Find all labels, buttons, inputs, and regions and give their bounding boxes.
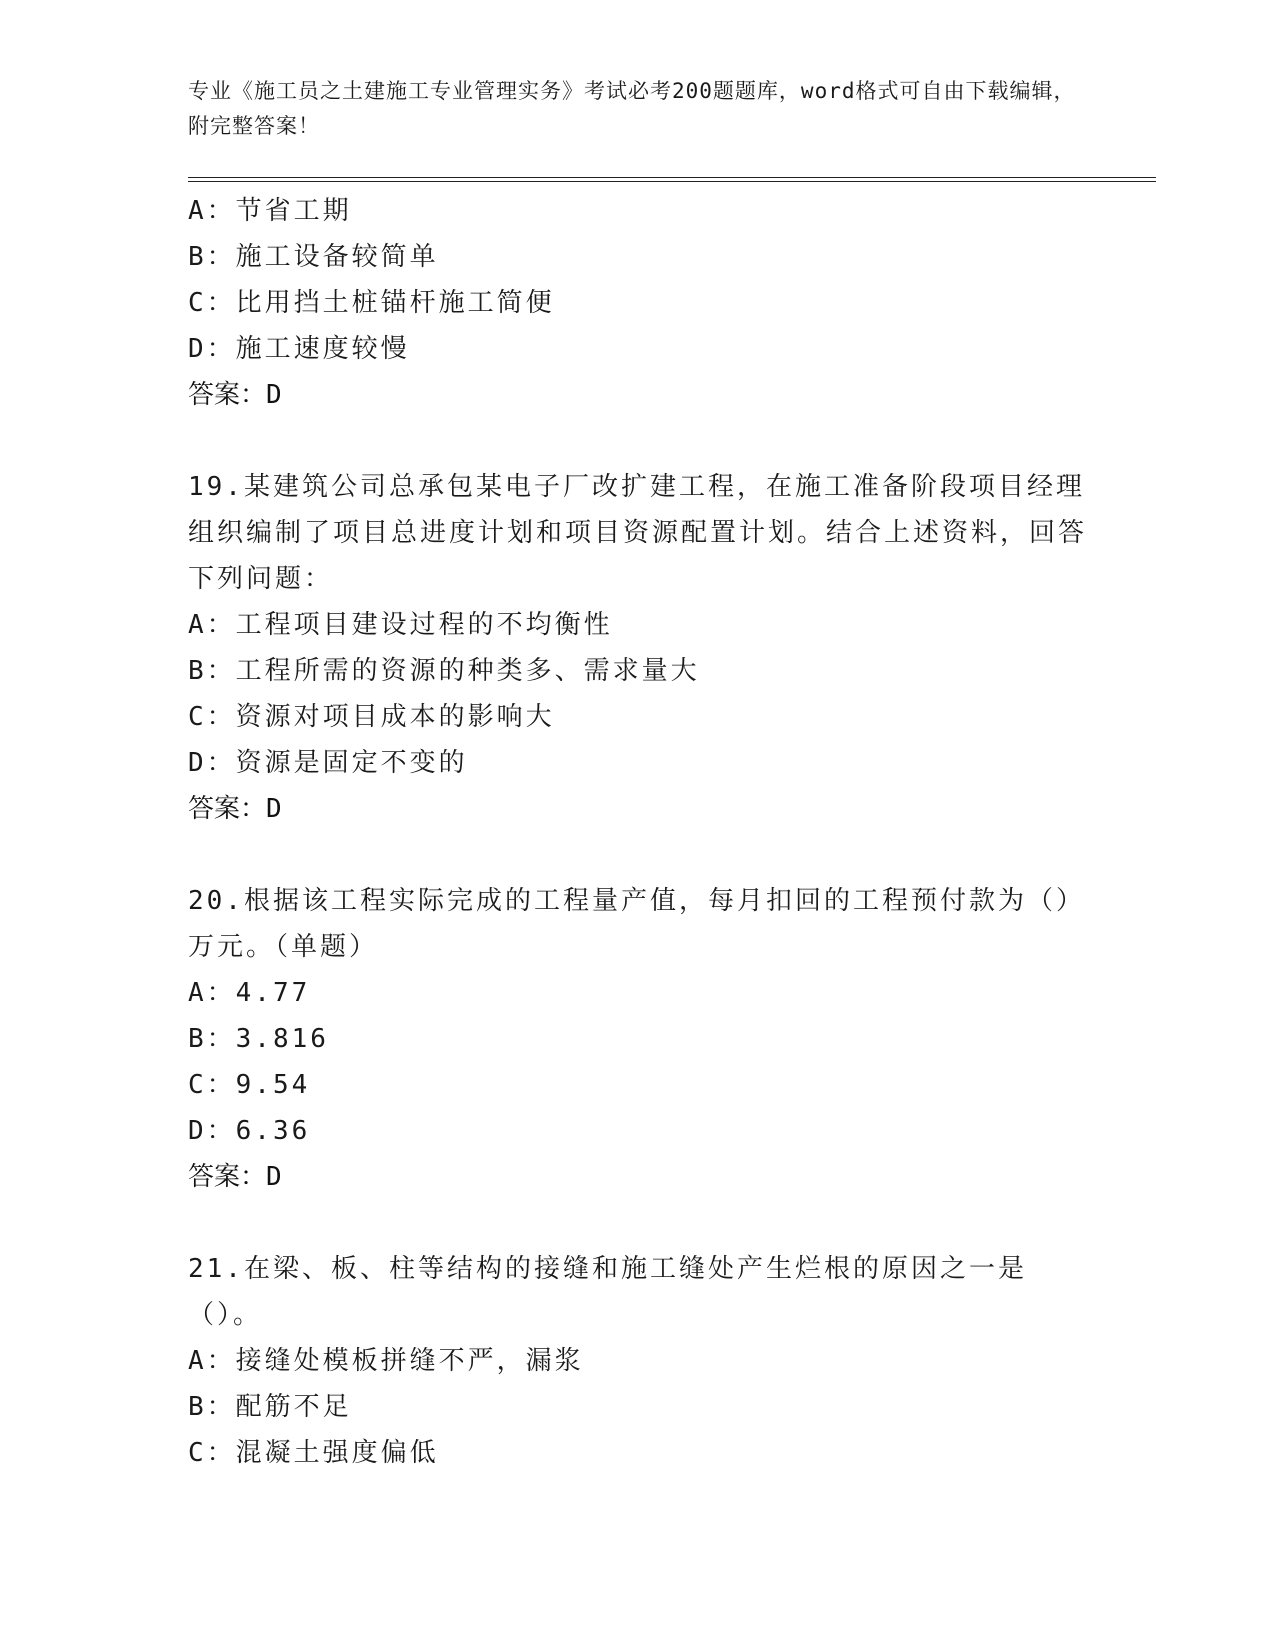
- answer-line: [188, 1154, 1088, 1200]
- option-key: D：: [188, 334, 236, 364]
- option-text: 节省工期: [235, 196, 352, 226]
- option-key: C：: [188, 288, 236, 318]
- answer-line: [188, 372, 1088, 418]
- option-key: A：: [188, 978, 236, 1008]
- option-key: D：: [188, 748, 236, 778]
- answer-value: D: [266, 380, 282, 410]
- question-stem: 20.根据该工程实际完成的工程量产值，每月扣回的工程预付款为（）万元。（单题）: [188, 886, 1085, 962]
- option-b: [188, 1384, 1088, 1430]
- question-block-18: [188, 188, 1088, 418]
- option-text: 4.77: [235, 978, 311, 1008]
- question-list: [188, 188, 1088, 1476]
- option-key: C：: [188, 1438, 236, 1468]
- answer-label: 答案：: [188, 380, 267, 410]
- option-key: A：: [188, 1346, 236, 1376]
- option-a: [188, 970, 1088, 1016]
- answer-label: 答案：: [188, 1162, 267, 1192]
- option-key: B：: [188, 242, 236, 272]
- option-text: 比用挡土桩锚杆施工简便: [235, 288, 555, 318]
- question-block-21: [188, 1246, 1088, 1476]
- option-text: 接缝处模板拼缝不严，漏浆: [235, 1346, 584, 1376]
- header-divider: [188, 177, 1156, 182]
- question-block-19: [188, 464, 1088, 832]
- option-text: 3.816: [235, 1024, 329, 1054]
- option-a: [188, 188, 1088, 234]
- answer-value: D: [266, 1162, 282, 1192]
- option-text: 工程所需的资源的种类多、需求量大: [235, 656, 700, 686]
- answer-label: 答案：: [188, 794, 267, 824]
- option-key: B：: [188, 1392, 236, 1422]
- option-text: 混凝土强度偏低: [235, 1438, 439, 1468]
- option-text: 工程项目建设过程的不均衡性: [235, 610, 613, 640]
- option-key: A：: [188, 196, 236, 226]
- answer-line: [188, 786, 1088, 832]
- option-d: [188, 740, 1088, 786]
- option-key: C：: [188, 1070, 236, 1100]
- option-text: 资源对项目成本的影响大: [235, 702, 555, 732]
- option-key: B：: [188, 656, 236, 686]
- answer-value: D: [266, 794, 282, 824]
- page-header: 专业《施工员之土建施工专业管理实务》考试必考200题题库，word格式可自由下载编辑，附完整答案！: [188, 79, 1076, 138]
- question-block-20: [188, 878, 1088, 1200]
- option-text: 施工设备较简单: [235, 242, 439, 272]
- option-a: [188, 1338, 1088, 1384]
- option-text: 6.36: [235, 1116, 311, 1146]
- option-key: B：: [188, 1024, 236, 1054]
- option-c: [188, 694, 1088, 740]
- question-stem: 19.某建筑公司总承包某电子厂改扩建工程，在施工准备阶段项目经理组织编制了项目总进度计划和项目资源配置计划。结合上述资料，回答下列问题：: [188, 472, 1088, 594]
- option-text: 配筋不足: [235, 1392, 352, 1422]
- option-d: [188, 1108, 1088, 1154]
- option-text: 9.54: [235, 1070, 311, 1100]
- option-b: [188, 234, 1088, 280]
- option-text: 资源是固定不变的: [235, 748, 468, 778]
- option-key: C：: [188, 702, 236, 732]
- option-b: [188, 1016, 1088, 1062]
- option-c: [188, 1062, 1088, 1108]
- option-key: D：: [188, 1116, 236, 1146]
- option-c: [188, 1430, 1088, 1476]
- option-a: [188, 602, 1088, 648]
- option-key: A：: [188, 610, 236, 640]
- option-text: 施工速度较慢: [235, 334, 410, 364]
- question-stem: 21.在梁、板、柱等结构的接缝和施工缝处产生烂根的原因之一是（）。: [188, 1254, 1027, 1330]
- option-d: [188, 326, 1088, 372]
- option-b: [188, 648, 1088, 694]
- option-c: [188, 280, 1088, 326]
